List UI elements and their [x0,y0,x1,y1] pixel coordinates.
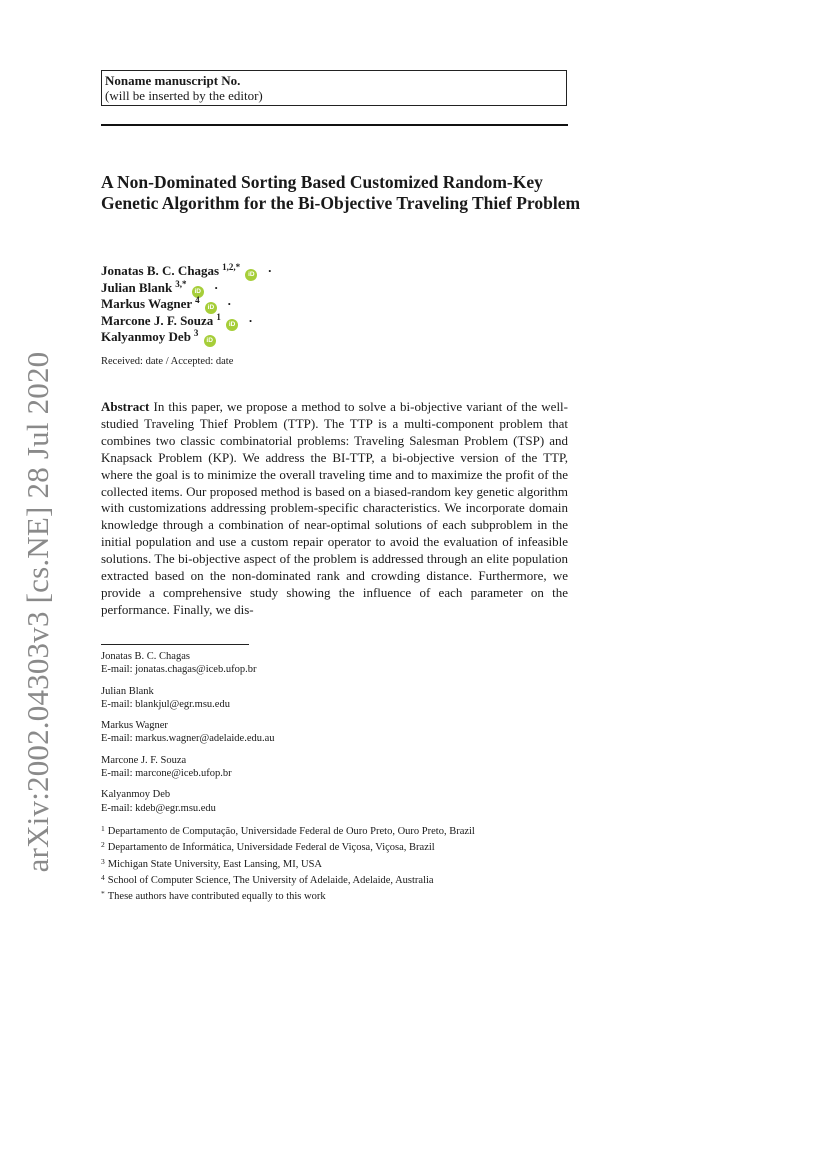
abstract [101,399,568,619]
author-separator: · [267,263,272,278]
affiliation-text: Michigan State University, East Lansing, MI, USA [107,858,323,870]
affiliation-item [101,838,475,854]
author-affil-mark: 1,2,* [222,262,241,272]
orcid-icon[interactable]: iD [192,286,204,298]
author-item [101,259,272,276]
orcid-icon[interactable]: iD [204,335,216,347]
contact-name: Markus Wagner [101,720,168,732]
contact-name: Julian Blank [101,685,154,697]
author-name: Kalyanmoy Deb [101,329,191,345]
author-affil-mark: 4 [195,295,200,306]
contact-email[interactable]: E-mail: marcone@iceb.ufop.br [101,767,232,779]
editor-note: (will be inserted by the editor) [105,88,263,103]
author-item [101,292,272,312]
author-affil-mark: 1 [216,311,221,322]
abstract-label: Abstract [101,399,150,414]
contact-name: Kalyanmoy Deb [101,789,171,801]
footnote-rule [101,644,249,645]
affiliation-text: School of Computer Science, The University of Adelaide, Adelaide, Australia [107,874,434,886]
contact-name: Jonatas B. C. Chagas [101,651,190,662]
arxiv-sidebar [15,351,61,873]
contact-name: Marcone J. F. Souza [101,754,187,766]
author-separator: · [213,279,219,295]
contact-item [101,685,275,711]
contact-item [101,719,275,745]
affiliation-text: Departamento de Computação, Universidade Federal de Ouro Preto, Ouro Preto, Brazil [107,826,475,837]
author-separator: · [227,296,232,312]
author-affil-mark: 3 [193,328,199,339]
affiliation-list [101,822,475,903]
contact-email[interactable]: E-mail: markus.wagner@adelaide.edu.au [101,733,275,745]
affiliation-item [101,855,475,871]
author-name: Marcone J. F. Souza [101,312,214,328]
affiliation-mark: * [101,889,105,899]
affiliation-item [101,822,475,838]
affiliation-text: These authors have contributed equally to this work [107,891,326,903]
contact-item [101,788,275,814]
manuscript-number: Noname manuscript No. [105,73,241,88]
affiliation-mark: 1 [101,824,105,833]
contact-item [101,650,275,676]
author-name: Markus Wagner [101,296,193,312]
author-item [101,309,272,326]
author-list [101,259,272,345]
received-accepted-dates: Received: date / Accepted: date [101,356,234,367]
affiliation-mark: 2 [101,840,105,850]
arxiv-identifier: arXiv:2002.04303v3 [cs.NE] 28 Jul 2020 [20,351,55,873]
affiliation-mark: 3 [101,856,105,866]
author-item [101,325,272,345]
contact-email[interactable]: E-mail: kdeb@egr.msu.edu [101,802,216,814]
author-name: Jonatas B. C. Chagas [101,263,220,278]
contact-item [101,754,275,780]
affiliation-item [101,871,475,887]
author-separator: · [248,312,253,328]
orcid-icon[interactable]: iD [205,302,217,314]
orcid-icon[interactable]: iD [245,269,257,281]
header-rule [101,124,568,126]
abstract-text: In this paper, we propose a method to solve a bi-objective variant of the well-studied Traveling Thief Problem (TTP). The TTP is a multi-component problem that combines two classic combinatorial problems: Traveling Salesman Problem (TSP) and Knapsack Problem (KP). We address the BI-TTP, a bi-objective version of the TTP, where the goal is to minimize the overall traveling time and to maximize the profit of the collected items. Our proposed method is based on a biased-random key genetic algorithm with customizations addressing problem-specific characteristics. We incorporate domain knowledge through a combination of near-optimal solutions of each subproblem in the initial population and use a custom repair operator to avoid the evaluation of infeasible solutions. The bi-objective aspect of the problem is addressed through an elite population extracted based on the non-dominated rank and crowding distance. Furthermore, we provide a comprehensive study showing the influence of each parameter on the performance. Finally, we dis- [101,399,568,617]
manuscript-header-box [101,70,567,106]
contact-list [101,650,275,823]
affiliation-text: Departamento de Informática, Universidade Federal de Viçosa, Viçosa, Brazil [107,842,435,854]
affiliation-mark: 4 [101,872,105,882]
affiliation-item [101,887,475,903]
orcid-icon[interactable]: iD [226,319,238,331]
contact-email[interactable]: E-mail: jonatas.chagas@iceb.ufop.br [101,664,257,676]
author-affil-mark: 3,* [175,278,187,289]
author-name: Julian Blank [101,279,173,295]
paper-title: A Non-Dominated Sorting Based Customized Random-Key Genetic Algorithm for the Bi-Objective Traveling Thief Problem [101,172,581,213]
contact-email[interactable]: E-mail: blankjul@egr.msu.edu [101,698,230,710]
